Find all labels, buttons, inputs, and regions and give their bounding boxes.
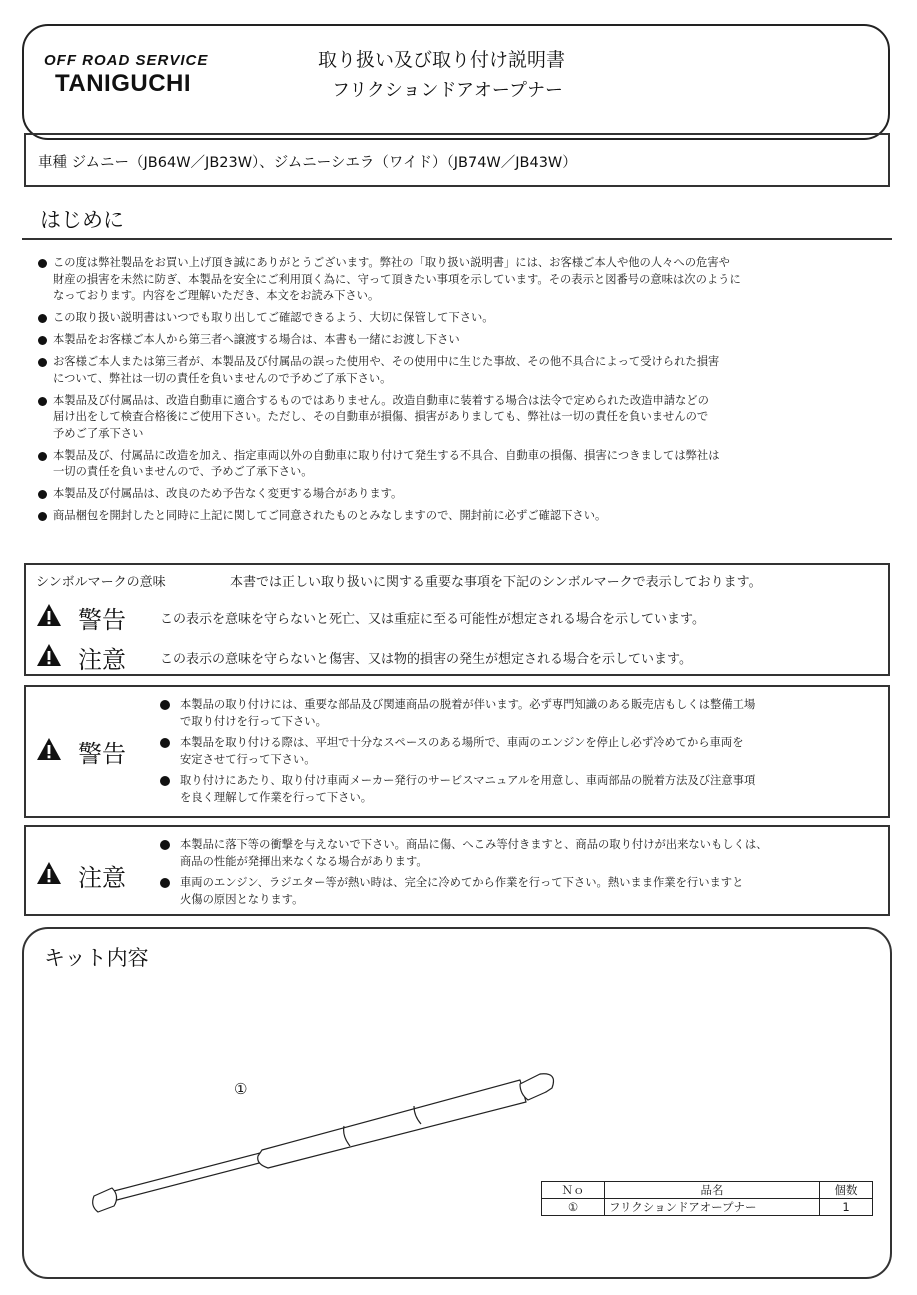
list-item-line: 商品梱包を開封したと同時に上記に関してご同意されたものとみなしますので、開封前に必ずご確認下さい。 — [53, 509, 607, 522]
col-name: 品名 — [605, 1182, 820, 1199]
bullet-icon — [38, 314, 47, 323]
list-item-line: この取り扱い説明書はいつでも取り出してご確認できるよう、大切に保管して下さい。 — [53, 311, 494, 324]
cell-no: ① — [542, 1199, 605, 1216]
intro-list — [38, 255, 888, 525]
list-item — [160, 875, 860, 908]
list-item-line: 本製品及び付属品は、改良のため予告なく変更する場合があります。 — [53, 487, 403, 500]
symbol-caution-text: この表示の意味を守らないと傷害、又は物的損害の発生が想定される場合を示しています。 — [160, 652, 692, 667]
list-item-line: 本製品及び、付属品に改造を加え、指定車両以外の自動車に取り付けて発生する不具合、自動車の損傷、損害につきましては弊社は — [53, 448, 720, 462]
caution-box-title: 注意 — [78, 864, 126, 892]
list-item-line: 商品の性能が発揮出来なくなる場合があります。 — [180, 854, 428, 868]
list-item-line: 火傷の原因となります。 — [180, 892, 304, 906]
list-item — [160, 735, 860, 768]
bullet-icon — [160, 738, 170, 748]
bullet-icon — [160, 700, 170, 710]
table-row — [542, 1199, 873, 1216]
bullet-icon — [38, 452, 47, 461]
list-item-line: お客様ご本人または第三者が、本製品及び付属品の誤った使用や、その使用中に生じた事故、その他不具合によって受けられた損害 — [53, 355, 720, 368]
warning-triangle-icon — [36, 603, 62, 627]
list-item — [38, 255, 888, 305]
col-no: Ｎｏ — [542, 1182, 605, 1199]
list-item-line: 取り付けにあたり、取り付け車両メーカー発行のサービスマニュアルを用意し、車両部品の脱着方法及び注意事項 — [180, 774, 756, 787]
logo-text-bottom: TANIGUCHI — [55, 70, 192, 97]
damper-end-left — [93, 1188, 117, 1212]
list-item-line: 本製品に落下等の衝撃を与えないで下さい。商品に傷、へこみ等付きますと、商品の取り付けが出来ないもしくは、 — [180, 838, 768, 851]
warning-box-triangle-icon — [36, 737, 62, 761]
damper-rod — [110, 1153, 263, 1201]
list-item — [38, 310, 888, 327]
list-item-line: なっております。内容をご理解いただき、本文をお読み下さい。 — [53, 289, 380, 302]
vehicle-models: 車種 ジムニー（JB64W／JB23W）、ジムニーシエラ（ワイド）（JB74W／JB43W） — [38, 155, 577, 171]
damper-cylinder — [258, 1080, 526, 1168]
list-item — [38, 393, 888, 443]
document-title: 取り扱い及び取り付け説明書 — [318, 49, 566, 71]
list-item-line: 安定させて行って下さい。 — [180, 752, 316, 766]
list-item-line: 本製品を取り付ける際は、平坦で十分なスペースのある場所で、車両のエンジンを停止し必ず冷めてから車両を — [180, 736, 744, 749]
document-subtitle: フリクションドアオープナー — [332, 80, 563, 101]
bullet-icon — [38, 490, 47, 499]
caution-triangle-icon — [36, 643, 62, 667]
symbol-caution-title: 注意 — [78, 646, 126, 674]
list-item — [38, 332, 888, 349]
bullet-icon — [38, 259, 47, 268]
list-item — [38, 508, 888, 525]
list-item-line: この度は弊社製品をお買い上げ頂き誠にありがとうございます。弊社の「取り扱い説明書」には、お客様ご本人や他の人々への危害や — [53, 256, 730, 269]
symbol-warning-title: 警告 — [78, 606, 126, 634]
list-item-line: で取り付けを行って下さい。 — [180, 714, 327, 728]
parts-table — [541, 1181, 873, 1216]
list-item — [160, 837, 860, 870]
gas-damper-illustration — [80, 1060, 560, 1220]
list-item-line: 予めご了承下さい — [53, 426, 144, 440]
list-item-line: 車両のエンジン、ラジエター等が熱い時は、完全に冷めてから作業を行って下さい。熱いまま作業を行いますと — [180, 876, 744, 889]
list-item-line: 本製品の取り付けには、重要な部品及び関連商品の脱着が伴います。必ず専門知識のある販売店もしくは整備工場 — [180, 698, 756, 711]
list-item — [38, 448, 888, 481]
bullet-icon — [38, 358, 47, 367]
list-item — [38, 354, 888, 387]
warning-list — [160, 697, 860, 806]
list-item-line: 本製品及び付属品は、改造自動車に適合するものではありません。改造自動車に装着する場合は法令で定められた改造申請などの — [53, 393, 709, 407]
list-item-line: 一切の責任を負いませんので、予めご了承下さい。 — [53, 465, 313, 478]
cell-name: フリクションドアオープナー — [605, 1199, 820, 1216]
bullet-icon — [160, 878, 170, 888]
symbol-description: 本書では正しい取り扱いに関する重要な事項を下記のシンボルマークで表示しております。 — [230, 575, 762, 590]
list-item-line: 本製品をお客様ご本人から第三者へ譲渡する場合は、本書も一緒にお渡し下さい — [53, 333, 460, 346]
list-item-line: 届け出をして検査合格後にご使用下さい。ただし、その自動車が損傷、損害がありましても、弊社は一切の責任を負いませんので — [53, 410, 709, 423]
bullet-icon — [38, 512, 47, 521]
bullet-icon — [160, 776, 170, 786]
kit-heading: キット内容 — [44, 946, 149, 970]
warning-box-title: 警告 — [78, 740, 126, 768]
list-item — [38, 486, 888, 503]
caution-box-triangle-icon — [36, 861, 62, 885]
symbol-label: シンボルマークの意味 — [36, 575, 166, 590]
logo-text-top: OFF ROAD SERVICE — [44, 52, 209, 69]
parts-table-header — [542, 1182, 873, 1199]
caution-list — [160, 837, 860, 908]
list-item — [160, 697, 860, 730]
col-qty: 個数 — [820, 1182, 873, 1199]
cell-qty: 1 — [820, 1199, 873, 1216]
list-item-line: 財産の損害を未然に防ぎ、本製品を安全にご利用頂く為に、守って頂きたい事項を示しています。その表示と図番号の意味は次のように — [53, 272, 741, 286]
symbol-warning-text: この表示を意味を守らないと死亡、又は重症に至る可能性が想定される場合を示しています。 — [160, 612, 705, 627]
list-item — [160, 773, 860, 806]
heading-divider — [22, 238, 892, 240]
bullet-icon — [38, 397, 47, 406]
bullet-icon — [160, 840, 170, 850]
intro-heading: はじめに — [40, 208, 124, 232]
list-item-line: を良く理解して作業を行って下さい。 — [180, 790, 373, 804]
list-item-line: について、弊社は一切の責任を負いませんので予めご了承下さい。 — [53, 371, 392, 385]
part-number-label: ① — [234, 1080, 248, 1098]
bullet-icon — [38, 336, 47, 345]
